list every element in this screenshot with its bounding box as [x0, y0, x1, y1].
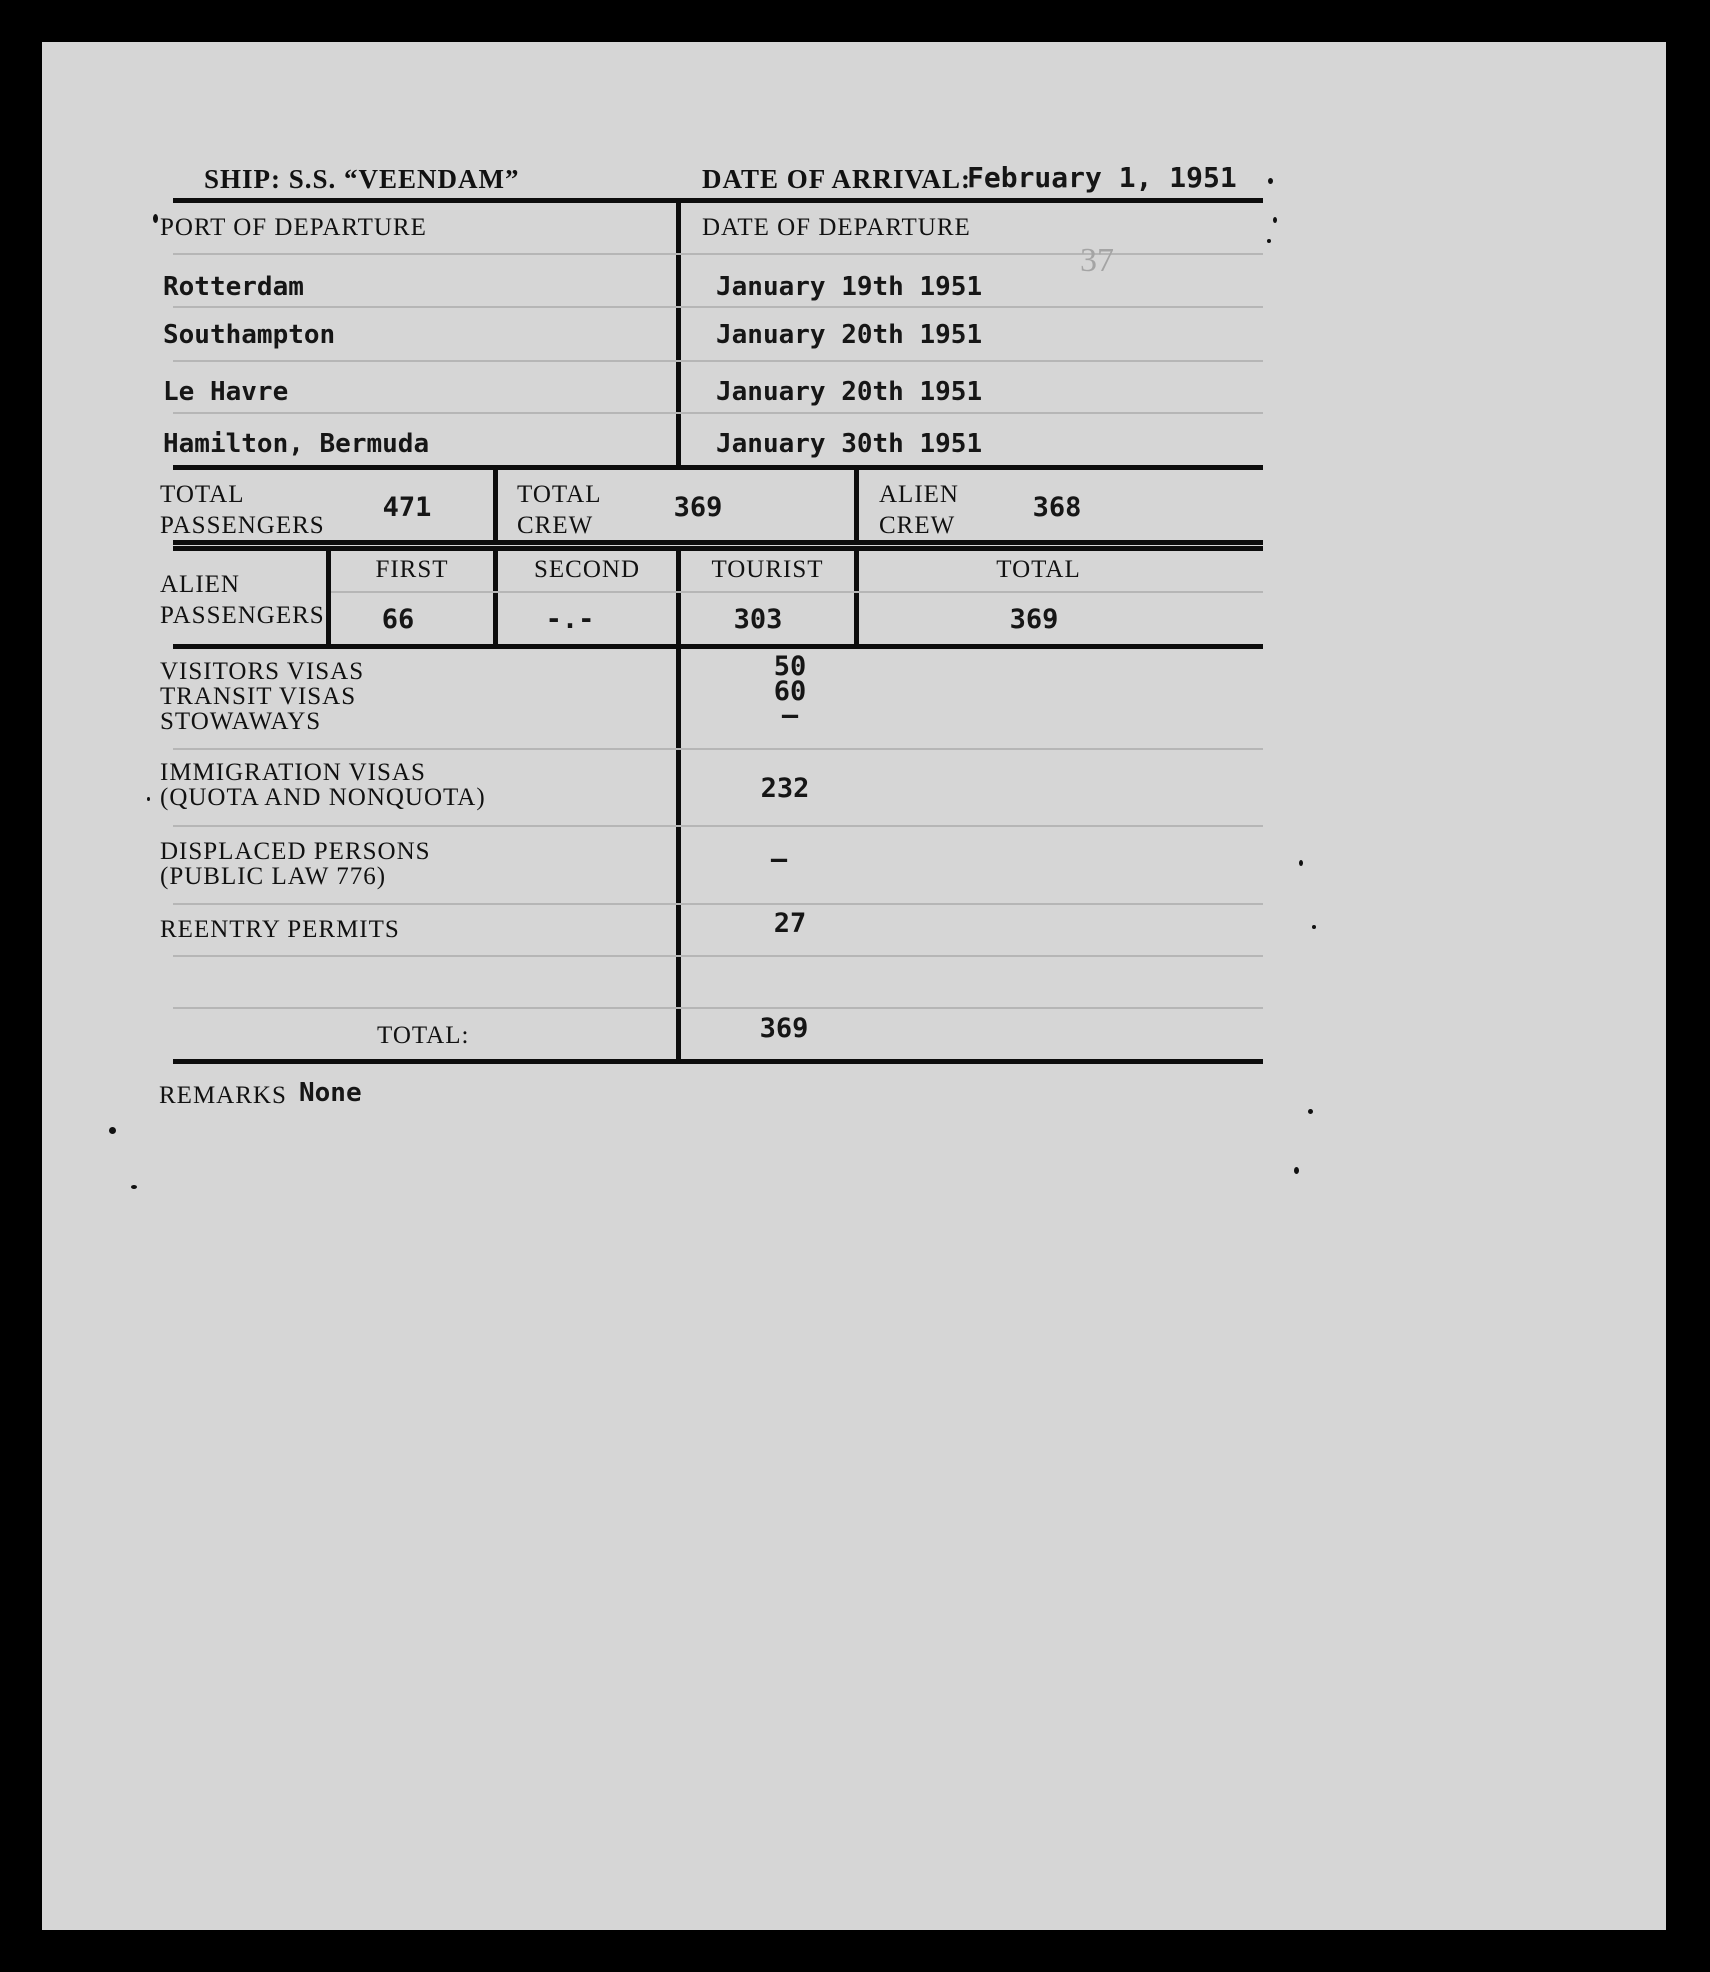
- column-header-first: FIRST: [375, 556, 449, 583]
- visitors-visas-value: 50: [773, 651, 807, 682]
- visas-line-2: [173, 825, 1263, 827]
- port-row-line-4: [173, 412, 1263, 414]
- alien-bottom-rule: [173, 644, 1263, 649]
- immigration-visas-label: [160, 760, 486, 810]
- total-crew-label: [517, 479, 601, 541]
- departure-date: January 20th 1951: [716, 320, 983, 350]
- column-header-second: SECOND: [533, 556, 640, 583]
- scan-speck: [1273, 217, 1277, 223]
- alien-crew-value: 368: [1032, 492, 1082, 523]
- label-line: (PUBLIC LAW 776): [160, 863, 387, 890]
- port-row-line-3: [173, 360, 1263, 362]
- totals-bottom-rule: [173, 540, 1263, 545]
- scan-speck: [1268, 178, 1273, 184]
- label-line: PASSENGERS: [160, 602, 325, 629]
- date-of-departure-header: DATE OF DEPARTURE: [702, 214, 971, 241]
- port-name: Rotterdam: [163, 272, 304, 302]
- stowaways-value: —: [781, 700, 799, 731]
- alien-passengers-label: [160, 569, 325, 631]
- alien-total-value: 369: [1009, 604, 1059, 635]
- visas-total-value: 369: [759, 1013, 809, 1044]
- totals-divider-2: [854, 465, 859, 543]
- label-line: CREW: [517, 512, 594, 539]
- scan-speck: [109, 1127, 116, 1134]
- alien-top-rule: [173, 546, 1263, 551]
- arrival-label: DATE OF ARRIVAL:: [702, 164, 972, 194]
- label-line: VISITORS VISAS: [160, 658, 365, 685]
- scan-speck: [131, 1185, 137, 1189]
- scan-speck: [153, 214, 158, 223]
- label-line: (QUOTA AND NONQUOTA): [160, 784, 486, 811]
- scan-speck: [1308, 1109, 1313, 1114]
- port-name: Southampton: [163, 320, 336, 350]
- total-crew-value: 369: [673, 492, 723, 523]
- label-line: CREW: [879, 512, 956, 539]
- alien-mid-line: [331, 591, 1263, 593]
- total-passengers-label: [160, 479, 325, 541]
- totals-top-rule: [173, 465, 1263, 470]
- transit-visas-value: 60: [773, 676, 807, 707]
- port-name: Hamilton, Bermuda: [163, 429, 430, 459]
- label-line: ALIEN: [160, 571, 240, 598]
- top-rule: [173, 198, 1263, 203]
- visitors-visas-label: [160, 659, 364, 734]
- label-line: PASSENGERS: [160, 512, 325, 539]
- departure-date: January 30th 1951: [716, 429, 983, 459]
- remarks-value: None: [299, 1078, 362, 1108]
- immigration-visas-value: 232: [760, 773, 810, 804]
- arrival-date: February 1, 1951: [967, 161, 1237, 194]
- scan-speck: [147, 797, 150, 801]
- label-line: TRANSIT VISAS: [160, 683, 357, 710]
- visas-line-3: [173, 903, 1263, 905]
- scan-speck: [1294, 1167, 1299, 1174]
- reentry-permits-label: REENTRY PERMITS: [160, 916, 400, 943]
- second-class-value: -.-: [545, 604, 595, 635]
- displaced-persons-value: —: [770, 844, 788, 875]
- scan-speck: [1312, 925, 1316, 929]
- remarks-label: REMARKS: [159, 1082, 287, 1109]
- label-line: ALIEN: [879, 481, 959, 508]
- label-line: STOWAWAYS: [160, 708, 322, 735]
- port-row-line-2: [173, 306, 1263, 308]
- departure-date: January 19th 1951: [716, 272, 983, 302]
- visas-line-5: [173, 1007, 1263, 1009]
- displaced-persons-label: [160, 839, 431, 889]
- visas-total-label: TOTAL:: [377, 1022, 470, 1049]
- stamp-number: 37: [1080, 242, 1114, 279]
- scan-speck: [1299, 860, 1303, 866]
- scan-speck: [1267, 239, 1271, 243]
- total-passengers-value: 471: [382, 492, 432, 523]
- column-header-total: TOTAL: [996, 556, 1081, 583]
- column-header-tourist: TOURIST: [711, 556, 824, 583]
- first-class-value: 66: [381, 604, 415, 635]
- ship-name: SHIP: S.S. “VEENDAM”: [204, 164, 520, 194]
- port-name: Le Havre: [163, 377, 289, 407]
- alien-crew-label: [879, 479, 959, 541]
- totals-divider-1: [493, 465, 498, 543]
- tourist-class-value: 303: [733, 604, 783, 635]
- visas-line-1: [173, 748, 1263, 750]
- visas-divider: [676, 646, 681, 1062]
- label-line: TOTAL: [160, 481, 245, 508]
- departure-date: January 20th 1951: [716, 377, 983, 407]
- visas-line-4: [173, 955, 1263, 957]
- label-line: DISPLACED PERSONS: [160, 838, 431, 865]
- port-of-departure-header: PORT OF DEPARTURE: [160, 214, 427, 241]
- label-line: IMMIGRATION VISAS: [160, 759, 426, 786]
- reentry-permits-value: 27: [773, 908, 807, 939]
- visas-bottom-rule: [173, 1059, 1263, 1064]
- label-line: TOTAL: [517, 481, 602, 508]
- port-divider: [676, 198, 681, 468]
- manifest-page: [42, 42, 1666, 1930]
